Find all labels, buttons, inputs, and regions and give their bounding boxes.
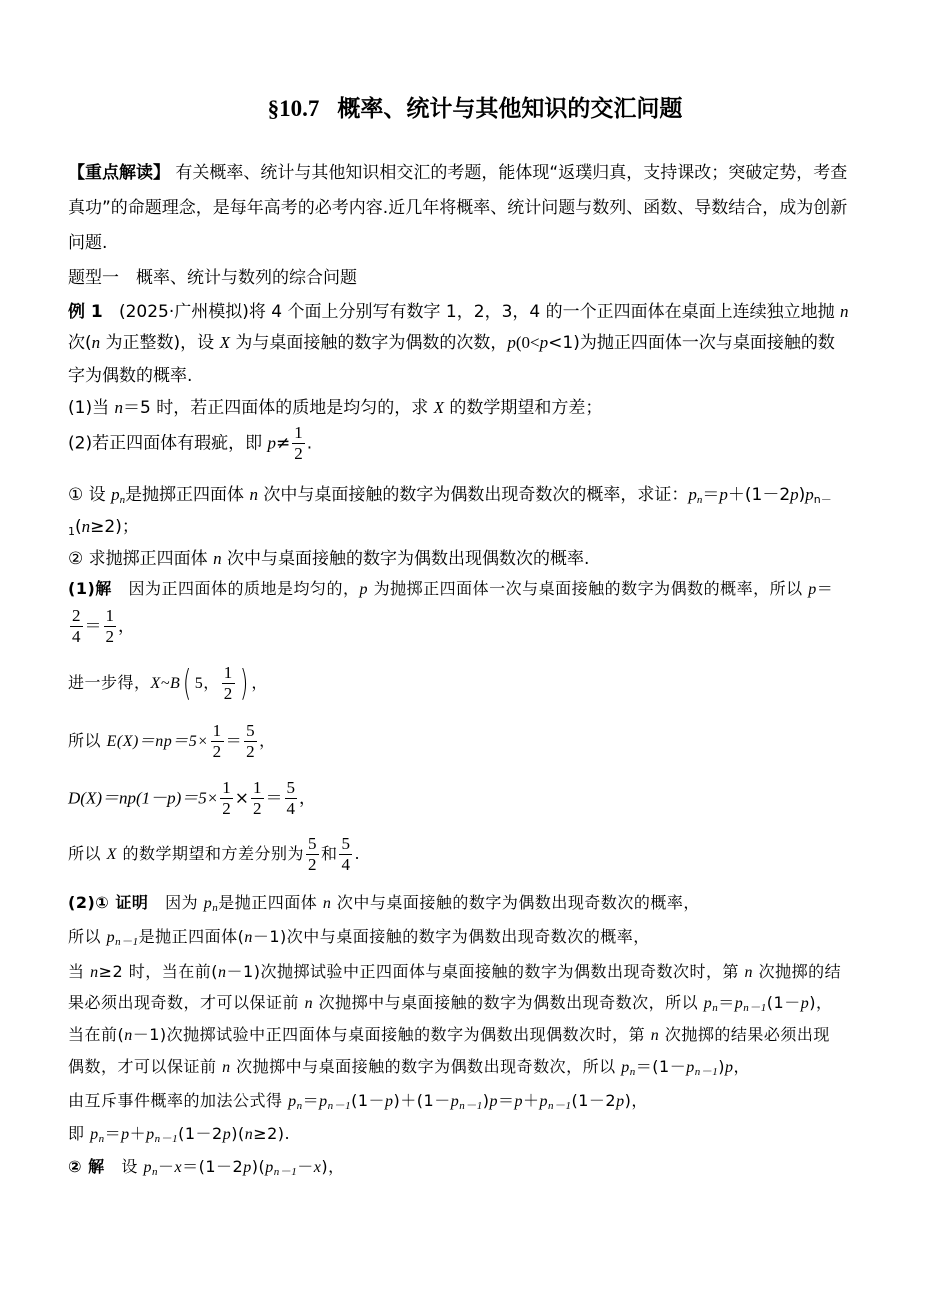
t: ＝5 时，若正四面体的质地是均匀的，求 [122,398,434,418]
t: 次抛掷中与桌面接触的数字为偶数出现奇数次，所以 [230,1057,622,1076]
example-line-2 [68,328,888,353]
solution-1-line-1 [68,576,888,599]
t: 为抛掷正四面体一次与桌面接触的数字为偶数的概率，所以 [368,579,809,598]
t: (2)若正四面体有瑕疵，即 [68,433,268,454]
proof-line-8: 即 $p_n=p+p_{n-1}(1-2p)(n\ge 2)$. [68,1124,291,1145]
den: 4 [341,855,351,874]
question-2 [68,423,888,464]
sub: n－1 [273,1166,298,1178]
fraction-half [211,721,224,762]
solution-2-line [68,1154,888,1179]
var: p [450,1093,460,1110]
t: ( [75,517,82,537]
t: －1)次抛掷试验中正四面体与桌面接触的数字为偶数出现奇数次时，第 [226,962,745,981]
t: )( [231,1124,245,1143]
t: 次抛掷中与桌面接触的数字为偶数出现奇数次，所以 [313,993,704,1012]
t: － [297,1157,314,1176]
t: )， [321,1157,345,1176]
fraction-5-2 [244,721,257,762]
var: p [265,1159,274,1176]
t: 次抛掷的结果必须出现 [659,1025,830,1044]
t: ) [718,1057,725,1076]
num: 5 [307,834,317,853]
t: ) [482,1091,490,1110]
t: 当 [68,962,91,981]
t: 偶数，才可以保证前 [68,1057,223,1076]
var: p [243,1159,252,1176]
subquestion-1-cont: $_1$(n≥2)； [68,517,139,538]
var: X [433,398,444,417]
t: 的数学期望和方差； [444,398,603,418]
t: ＝ [265,788,283,809]
den: 2 [246,742,256,761]
paren: ) [239,662,249,704]
t: 为与桌面接触的数字为偶数的次数， [229,333,508,353]
t: ≥2)； [90,517,139,537]
var: X [106,846,117,863]
t: 和 [320,844,338,863]
variance-line [68,778,888,819]
expectation-line [68,721,888,762]
var: n [218,964,227,981]
t: ＝ [816,579,834,598]
num: 1 [223,663,233,682]
num: 1 [212,721,222,740]
den: 4 [286,799,296,818]
subquestion-1: ① 设 $p_n$是抛掷正四面体 n 次中与桌面接触的数字为偶数出现奇数次的概率，求证：$p_n=p+(1-2p)p_{n-}$ [68,485,832,506]
var: x [313,1159,322,1176]
t: ≥2). [253,1124,291,1143]
proof-line-5 [68,1022,888,1045]
t: 由互斥事件概率的加法公式得 [68,1091,289,1110]
example-line-1 [68,297,888,322]
sub: n [119,494,126,506]
fraction-half [251,778,264,819]
sub: n [212,902,219,914]
var: p [734,995,744,1012]
t: ＝ [497,1091,515,1110]
t: 果必须出现奇数，才可以保证前 [68,993,305,1012]
den: 4 [72,627,81,646]
t: ， [118,616,135,637]
var: n [81,517,91,536]
var: p [385,1093,394,1110]
t: )＋(1－ [393,1091,451,1110]
var: p [686,1059,695,1076]
title-text: 概率、统计与其他知识的交汇问题 [337,96,683,122]
sub: n－1 [459,1100,483,1112]
t: 进一步得， [68,673,151,692]
var: p [539,1093,548,1110]
t: ， [251,673,268,692]
fraction-5-2 [306,834,319,875]
t: ≠ [275,433,291,454]
den: 2 [223,684,233,703]
t: × [234,788,250,809]
t: 因为正四面体的质地是均匀的， [128,579,360,598]
proof-line-6 [68,1054,888,1079]
var: p [514,1093,523,1110]
var: n [744,964,754,981]
t: 即 [68,1124,91,1143]
t: － [157,1157,175,1176]
var: n [304,995,314,1012]
sub: n [696,494,703,506]
subquestion-2 [68,544,888,569]
den: 2 [253,799,262,818]
sub: n [296,1100,303,1112]
expr: E(X)＝np＝5× [106,733,209,750]
var: p [719,485,728,504]
t: 的数学期望和方差分别为 [116,844,304,863]
num: 5 [286,778,296,797]
var: n [249,485,258,504]
var: p [203,895,213,912]
var: p [111,485,120,504]
t: 因为 [165,893,204,912]
fraction-5-4 [285,778,298,819]
sub: n [98,1133,105,1145]
var: p [724,1059,734,1076]
t: (1－ [766,993,801,1012]
example-text: 将 4 个面上分别写有数字 1，2，3，4 的一个正四面体在桌面上连续独立地抛 [248,302,835,322]
var: p [90,1126,99,1143]
var: p [808,581,817,598]
var: p [688,485,697,504]
section-number: §10.7 [267,96,320,121]
example-line-3: 字为偶数的概率. [68,366,193,386]
t: 次中与桌面接触的数字为偶数出现奇数次的概率，求证： [257,485,689,505]
t: (0< [515,333,540,352]
intro-label: 【重点解读】 [68,163,170,183]
t: ① 设 [68,485,112,505]
sub: n [151,1166,158,1178]
sub: n [712,1002,719,1014]
var: n [244,1126,254,1143]
t: ， [259,731,276,750]
expr: D(X)＝np(1－p)＝5× [68,788,219,808]
t: －1)次抛掷试验中正四面体与桌面接触的数字为偶数出现偶数次时，第 [132,1025,651,1044]
num: 1 [253,778,262,797]
intro-line-1 [68,158,888,183]
var: p [507,333,516,352]
t: ＝(1－ [635,1057,687,1076]
t: 次中与桌面接触的数字为偶数出现偶数次的概率. [221,549,590,569]
fraction-2-4 [70,606,83,647]
distribution-line [68,663,888,704]
sub: n－1 [327,1100,352,1112]
conclusion-line [68,834,888,875]
t: ， [299,788,317,809]
t: ＝ [302,1091,320,1110]
t: . [306,433,313,454]
t: (1－2 [571,1091,617,1110]
solution-label: ② 解 [68,1157,105,1176]
var: p [539,333,549,352]
t: 所以 [68,731,107,750]
proof-line-4 [68,990,888,1015]
t: (1)当 [68,398,115,418]
den: 2 [307,855,317,874]
proof-line-3 [68,959,888,982]
t: ＋(1－2 [727,485,791,505]
example-label: 例 1 [68,302,103,322]
var: p [790,485,799,504]
t: <1)为抛正四面体一次与桌面接触的数 [548,333,835,353]
proof-line-1 [68,890,888,914]
fraction-half [104,606,117,647]
t: )， [809,993,833,1012]
solution-label: (1)解 [68,579,112,598]
var: p [121,1126,130,1143]
fraction-5-4 [339,834,352,875]
proof-line-2 [68,924,888,949]
t: 次( [68,333,92,353]
t: ＝ [702,485,720,505]
var: p [106,929,116,946]
fraction-half [292,423,305,464]
fraction-half [220,778,233,819]
t: 次中与桌面接触的数字为偶数出现奇数次的概率， [331,893,700,912]
t: ＝ [718,993,735,1012]
intro-line-2: 真功”的命题理念，是每年高考的必考内容.近几年将概率、统计问题与数列、函数、导数结合，成为创新 [68,198,848,218]
t: 设 [121,1157,144,1176]
den: 2 [222,799,231,818]
type-heading: 题型一 概率、统计与数列的综合问题 [68,268,357,288]
num: 1 [105,606,114,625]
sub: n－1 [548,1100,572,1112]
t: (1－ [351,1091,386,1110]
den: 2 [212,742,222,761]
t: 次抛掷的结 [753,962,842,981]
var: p [621,1059,630,1076]
t: ＝ [225,731,243,750]
var: p [267,433,276,453]
t: 是抛掷正四面体 [125,485,250,505]
var: n [114,398,123,417]
var: x [174,1159,183,1176]
t: 是抛正四面体( [138,927,245,946]
num: 1 [222,778,231,797]
t: )， [624,1091,648,1110]
t: ＝ [104,1124,122,1143]
var: p [146,1126,155,1143]
t: －1)次中与桌面接触的数字为偶数出现奇数次的概率， [252,927,650,946]
question-1 [68,393,888,418]
dist: X~B [150,675,181,692]
t: . [354,844,361,863]
sub: n－1 [154,1133,179,1145]
t: ＝ [84,616,102,637]
var: p [805,485,814,504]
var: n [322,895,332,912]
den: 2 [105,627,114,646]
t: 是抛正四面体 [218,893,323,912]
intro-text: 有关概率、统计与其他知识相交汇的考题，能体现“返璞归真，支持课改；突破定势，考查 [175,163,848,183]
var: X [219,333,230,352]
var: n [91,333,101,352]
var: n [213,549,222,568]
var: p [319,1093,328,1110]
t: 为正整数)，设 [100,333,220,353]
num: 5 [341,834,351,853]
t: 当在前( [68,1025,125,1044]
var: p [489,1093,498,1110]
sub: n－1 [694,1066,719,1078]
t: ② 求抛掷正四面体 [68,549,214,569]
t: ， [733,1057,750,1076]
var: n [650,1027,660,1044]
num: 5 [246,721,256,740]
t: ) [798,485,806,505]
t: ＝(1－2 [182,1157,244,1176]
proof-line-7: 由互斥事件概率的加法公式得 $p_n=p_{n-1}(1-p)+(1-p_{n-1})p=p+p_{n-1}(1-2p)$， [68,1091,648,1112]
var: n [90,964,99,981]
var: n [222,1059,231,1076]
num: 1 [294,423,303,442]
sub: n [629,1066,636,1078]
example-source: (2025·广州模拟) [118,302,249,322]
t: 所以 [68,927,107,946]
proof-label: (2)① 证明 [68,893,149,912]
sub: n－1 [743,1002,767,1014]
var: p [359,581,369,598]
solution-1-line-2 [68,606,888,647]
var: p [800,995,810,1012]
fraction-half [222,663,235,704]
sub: n－1 [115,936,139,948]
var: n [244,929,253,946]
t: 5， [194,675,220,692]
var: p [616,1093,625,1110]
paren: ( [183,662,192,704]
var: n [840,302,849,321]
t: )( [251,1157,266,1176]
var: p [222,1126,232,1143]
t: ≥2 时，当在前( [98,962,219,981]
t: 所以 [68,844,107,863]
den: 2 [294,444,303,463]
var: p [703,995,713,1012]
var: p [288,1093,297,1110]
intro-line-3: 问题. [68,233,108,253]
t: (1－2 [178,1124,223,1143]
num: 2 [72,606,81,625]
page-title [0,90,950,123]
var: n [124,1027,133,1044]
var: p [143,1159,152,1176]
